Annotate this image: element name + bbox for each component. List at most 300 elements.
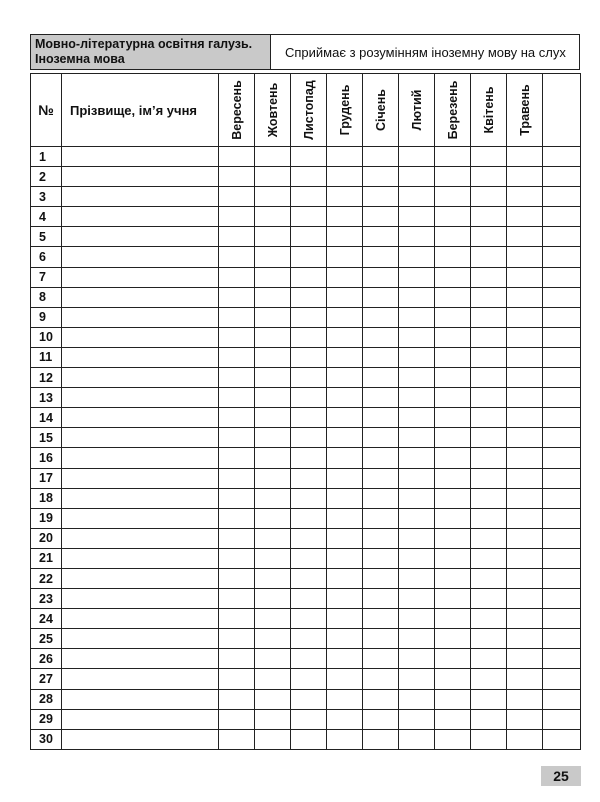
grade-cell[interactable] xyxy=(363,327,399,347)
grade-cell[interactable] xyxy=(507,488,543,508)
grade-cell[interactable] xyxy=(363,528,399,548)
grade-cell[interactable] xyxy=(219,448,255,468)
grade-cell[interactable] xyxy=(435,327,471,347)
grade-cell[interactable] xyxy=(327,548,363,568)
grade-cell[interactable] xyxy=(363,428,399,448)
student-name-cell[interactable] xyxy=(62,167,219,187)
grade-cell[interactable] xyxy=(399,729,435,749)
grade-cell[interactable] xyxy=(507,589,543,609)
grade-cell[interactable] xyxy=(219,729,255,749)
grade-cell[interactable] xyxy=(255,347,291,367)
grade-cell[interactable] xyxy=(291,488,327,508)
grade-cell[interactable] xyxy=(291,448,327,468)
student-name-cell[interactable] xyxy=(62,508,219,528)
grade-cell[interactable] xyxy=(327,609,363,629)
grade-cell[interactable] xyxy=(363,589,399,609)
grade-cell[interactable] xyxy=(507,528,543,548)
grade-cell[interactable] xyxy=(255,307,291,327)
grade-cell[interactable] xyxy=(363,568,399,588)
student-name-cell[interactable] xyxy=(62,609,219,629)
student-name-cell[interactable] xyxy=(62,347,219,367)
grade-cell[interactable] xyxy=(435,548,471,568)
grade-cell[interactable] xyxy=(435,307,471,327)
grade-cell[interactable] xyxy=(255,528,291,548)
grade-cell[interactable] xyxy=(327,408,363,428)
grade-cell[interactable] xyxy=(507,428,543,448)
grade-cell[interactable] xyxy=(507,307,543,327)
grade-cell[interactable] xyxy=(435,528,471,548)
grade-cell[interactable] xyxy=(363,609,399,629)
student-name-cell[interactable] xyxy=(62,187,219,207)
grade-cell[interactable] xyxy=(291,227,327,247)
grade-cell[interactable] xyxy=(399,287,435,307)
grade-cell[interactable] xyxy=(363,347,399,367)
grade-cell[interactable] xyxy=(327,287,363,307)
grade-cell[interactable] xyxy=(327,709,363,729)
grade-cell[interactable] xyxy=(255,689,291,709)
student-name-cell[interactable] xyxy=(62,428,219,448)
grade-cell[interactable] xyxy=(255,428,291,448)
grade-cell[interactable] xyxy=(399,187,435,207)
student-name-cell[interactable] xyxy=(62,589,219,609)
student-name-cell[interactable] xyxy=(62,468,219,488)
grade-cell[interactable] xyxy=(255,548,291,568)
grade-cell[interactable] xyxy=(255,207,291,227)
grade-cell[interactable] xyxy=(219,629,255,649)
grade-cell[interactable] xyxy=(507,147,543,167)
grade-cell[interactable] xyxy=(399,468,435,488)
grade-cell[interactable] xyxy=(435,609,471,629)
grade-cell[interactable] xyxy=(435,729,471,749)
grade-cell[interactable] xyxy=(543,227,581,247)
grade-cell[interactable] xyxy=(543,247,581,267)
grade-cell[interactable] xyxy=(291,327,327,347)
grade-cell[interactable] xyxy=(399,227,435,247)
grade-cell[interactable] xyxy=(543,669,581,689)
grade-cell[interactable] xyxy=(327,247,363,267)
grade-cell[interactable] xyxy=(291,589,327,609)
grade-cell[interactable] xyxy=(291,408,327,428)
grade-cell[interactable] xyxy=(435,629,471,649)
student-name-cell[interactable] xyxy=(62,327,219,347)
grade-cell[interactable] xyxy=(435,388,471,408)
grade-cell[interactable] xyxy=(471,408,507,428)
grade-cell[interactable] xyxy=(435,368,471,388)
student-name-cell[interactable] xyxy=(62,307,219,327)
student-name-cell[interactable] xyxy=(62,147,219,167)
grade-cell[interactable] xyxy=(219,307,255,327)
student-name-cell[interactable] xyxy=(62,568,219,588)
grade-cell[interactable] xyxy=(291,669,327,689)
student-name-cell[interactable] xyxy=(62,629,219,649)
grade-cell[interactable] xyxy=(219,689,255,709)
student-name-cell[interactable] xyxy=(62,227,219,247)
grade-cell[interactable] xyxy=(471,327,507,347)
grade-cell[interactable] xyxy=(255,147,291,167)
student-name-cell[interactable] xyxy=(62,247,219,267)
grade-cell[interactable] xyxy=(543,488,581,508)
grade-cell[interactable] xyxy=(363,468,399,488)
grade-cell[interactable] xyxy=(255,468,291,488)
grade-cell[interactable] xyxy=(399,267,435,287)
grade-cell[interactable] xyxy=(363,448,399,468)
grade-cell[interactable] xyxy=(471,488,507,508)
grade-cell[interactable] xyxy=(471,307,507,327)
grade-cell[interactable] xyxy=(219,568,255,588)
grade-cell[interactable] xyxy=(399,247,435,267)
grade-cell[interactable] xyxy=(291,388,327,408)
grade-cell[interactable] xyxy=(255,729,291,749)
grade-cell[interactable] xyxy=(543,167,581,187)
grade-cell[interactable] xyxy=(363,147,399,167)
grade-cell[interactable] xyxy=(435,709,471,729)
grade-cell[interactable] xyxy=(327,528,363,548)
student-name-cell[interactable] xyxy=(62,287,219,307)
grade-cell[interactable] xyxy=(471,368,507,388)
grade-cell[interactable] xyxy=(543,287,581,307)
grade-cell[interactable] xyxy=(327,669,363,689)
grade-cell[interactable] xyxy=(219,227,255,247)
grade-cell[interactable] xyxy=(219,649,255,669)
grade-cell[interactable] xyxy=(471,609,507,629)
grade-cell[interactable] xyxy=(435,247,471,267)
grade-cell[interactable] xyxy=(291,428,327,448)
grade-cell[interactable] xyxy=(507,388,543,408)
grade-cell[interactable] xyxy=(543,448,581,468)
grade-cell[interactable] xyxy=(219,468,255,488)
grade-cell[interactable] xyxy=(435,649,471,669)
grade-cell[interactable] xyxy=(399,207,435,227)
grade-cell[interactable] xyxy=(255,589,291,609)
grade-cell[interactable] xyxy=(543,589,581,609)
grade-cell[interactable] xyxy=(471,568,507,588)
grade-cell[interactable] xyxy=(327,327,363,347)
grade-cell[interactable] xyxy=(507,368,543,388)
grade-cell[interactable] xyxy=(507,167,543,187)
grade-cell[interactable] xyxy=(219,709,255,729)
grade-cell[interactable] xyxy=(471,247,507,267)
student-name-cell[interactable] xyxy=(62,448,219,468)
grade-cell[interactable] xyxy=(435,287,471,307)
grade-cell[interactable] xyxy=(435,568,471,588)
grade-cell[interactable] xyxy=(219,669,255,689)
grade-cell[interactable] xyxy=(399,609,435,629)
grade-cell[interactable] xyxy=(543,187,581,207)
grade-cell[interactable] xyxy=(363,167,399,187)
grade-cell[interactable] xyxy=(471,287,507,307)
grade-cell[interactable] xyxy=(399,629,435,649)
grade-cell[interactable] xyxy=(435,428,471,448)
grade-cell[interactable] xyxy=(255,247,291,267)
grade-cell[interactable] xyxy=(255,669,291,689)
grade-cell[interactable] xyxy=(255,629,291,649)
grade-cell[interactable] xyxy=(255,267,291,287)
grade-cell[interactable] xyxy=(255,508,291,528)
grade-cell[interactable] xyxy=(507,327,543,347)
grade-cell[interactable] xyxy=(255,448,291,468)
grade-cell[interactable] xyxy=(291,729,327,749)
grade-cell[interactable] xyxy=(435,669,471,689)
grade-cell[interactable] xyxy=(507,347,543,367)
grade-cell[interactable] xyxy=(435,508,471,528)
grade-cell[interactable] xyxy=(399,327,435,347)
grade-cell[interactable] xyxy=(507,629,543,649)
grade-cell[interactable] xyxy=(291,528,327,548)
grade-cell[interactable] xyxy=(291,187,327,207)
grade-cell[interactable] xyxy=(543,609,581,629)
grade-cell[interactable] xyxy=(327,428,363,448)
student-name-cell[interactable] xyxy=(62,548,219,568)
grade-cell[interactable] xyxy=(435,267,471,287)
grade-cell[interactable] xyxy=(363,227,399,247)
grade-cell[interactable] xyxy=(507,568,543,588)
grade-cell[interactable] xyxy=(471,147,507,167)
grade-cell[interactable] xyxy=(399,388,435,408)
grade-cell[interactable] xyxy=(219,408,255,428)
grade-cell[interactable] xyxy=(399,347,435,367)
grade-cell[interactable] xyxy=(435,207,471,227)
grade-cell[interactable] xyxy=(255,609,291,629)
grade-cell[interactable] xyxy=(399,307,435,327)
grade-cell[interactable] xyxy=(291,468,327,488)
grade-cell[interactable] xyxy=(327,649,363,669)
grade-cell[interactable] xyxy=(219,327,255,347)
grade-cell[interactable] xyxy=(291,709,327,729)
grade-cell[interactable] xyxy=(435,689,471,709)
grade-cell[interactable] xyxy=(507,609,543,629)
grade-cell[interactable] xyxy=(507,689,543,709)
grade-cell[interactable] xyxy=(435,488,471,508)
grade-cell[interactable] xyxy=(219,488,255,508)
grade-cell[interactable] xyxy=(327,187,363,207)
grade-cell[interactable] xyxy=(399,428,435,448)
grade-cell[interactable] xyxy=(471,448,507,468)
grade-cell[interactable] xyxy=(363,508,399,528)
grade-cell[interactable] xyxy=(435,448,471,468)
grade-cell[interactable] xyxy=(471,709,507,729)
grade-cell[interactable] xyxy=(363,649,399,669)
student-name-cell[interactable] xyxy=(62,689,219,709)
grade-cell[interactable] xyxy=(507,187,543,207)
grade-cell[interactable] xyxy=(435,187,471,207)
grade-cell[interactable] xyxy=(363,207,399,227)
grade-cell[interactable] xyxy=(471,589,507,609)
grade-cell[interactable] xyxy=(219,548,255,568)
grade-cell[interactable] xyxy=(507,468,543,488)
grade-cell[interactable] xyxy=(291,267,327,287)
grade-cell[interactable] xyxy=(363,247,399,267)
grade-cell[interactable] xyxy=(363,669,399,689)
grade-cell[interactable] xyxy=(507,508,543,528)
grade-cell[interactable] xyxy=(399,408,435,428)
grade-cell[interactable] xyxy=(327,388,363,408)
grade-cell[interactable] xyxy=(291,548,327,568)
grade-cell[interactable] xyxy=(399,669,435,689)
grade-cell[interactable] xyxy=(471,548,507,568)
grade-cell[interactable] xyxy=(291,609,327,629)
grade-cell[interactable] xyxy=(399,649,435,669)
grade-cell[interactable] xyxy=(399,568,435,588)
grade-cell[interactable] xyxy=(327,629,363,649)
grade-cell[interactable] xyxy=(399,368,435,388)
grade-cell[interactable] xyxy=(363,307,399,327)
grade-cell[interactable] xyxy=(327,147,363,167)
grade-cell[interactable] xyxy=(543,388,581,408)
grade-cell[interactable] xyxy=(471,669,507,689)
grade-cell[interactable] xyxy=(471,508,507,528)
grade-cell[interactable] xyxy=(543,327,581,347)
grade-cell[interactable] xyxy=(219,368,255,388)
grade-cell[interactable] xyxy=(219,267,255,287)
student-name-cell[interactable] xyxy=(62,388,219,408)
grade-cell[interactable] xyxy=(507,227,543,247)
grade-cell[interactable] xyxy=(363,729,399,749)
grade-cell[interactable] xyxy=(507,649,543,669)
grade-cell[interactable] xyxy=(291,508,327,528)
grade-cell[interactable] xyxy=(291,287,327,307)
grade-cell[interactable] xyxy=(471,729,507,749)
grade-cell[interactable] xyxy=(219,207,255,227)
grade-cell[interactable] xyxy=(543,508,581,528)
grade-cell[interactable] xyxy=(219,388,255,408)
grade-cell[interactable] xyxy=(543,649,581,669)
grade-cell[interactable] xyxy=(219,347,255,367)
student-name-cell[interactable] xyxy=(62,267,219,287)
grade-cell[interactable] xyxy=(543,548,581,568)
grade-cell[interactable] xyxy=(219,528,255,548)
grade-cell[interactable] xyxy=(255,368,291,388)
grade-cell[interactable] xyxy=(471,629,507,649)
student-name-cell[interactable] xyxy=(62,528,219,548)
student-name-cell[interactable] xyxy=(62,709,219,729)
grade-cell[interactable] xyxy=(363,488,399,508)
grade-cell[interactable] xyxy=(435,347,471,367)
grade-cell[interactable] xyxy=(291,368,327,388)
grade-cell[interactable] xyxy=(435,408,471,428)
grade-cell[interactable] xyxy=(291,629,327,649)
grade-cell[interactable] xyxy=(399,167,435,187)
grade-cell[interactable] xyxy=(543,267,581,287)
grade-cell[interactable] xyxy=(543,207,581,227)
grade-cell[interactable] xyxy=(399,508,435,528)
grade-cell[interactable] xyxy=(471,267,507,287)
grade-cell[interactable] xyxy=(435,147,471,167)
student-name-cell[interactable] xyxy=(62,669,219,689)
grade-cell[interactable] xyxy=(471,167,507,187)
grade-cell[interactable] xyxy=(435,167,471,187)
grade-cell[interactable] xyxy=(219,609,255,629)
grade-cell[interactable] xyxy=(363,689,399,709)
grade-cell[interactable] xyxy=(327,568,363,588)
grade-cell[interactable] xyxy=(219,508,255,528)
grade-cell[interactable] xyxy=(471,227,507,247)
grade-cell[interactable] xyxy=(471,689,507,709)
grade-cell[interactable] xyxy=(399,147,435,167)
grade-cell[interactable] xyxy=(291,247,327,267)
grade-cell[interactable] xyxy=(399,689,435,709)
grade-cell[interactable] xyxy=(471,468,507,488)
grade-cell[interactable] xyxy=(363,267,399,287)
grade-cell[interactable] xyxy=(471,649,507,669)
grade-cell[interactable] xyxy=(219,589,255,609)
grade-cell[interactable] xyxy=(327,589,363,609)
grade-cell[interactable] xyxy=(507,267,543,287)
grade-cell[interactable] xyxy=(507,247,543,267)
grade-cell[interactable] xyxy=(399,589,435,609)
grade-cell[interactable] xyxy=(255,167,291,187)
grade-cell[interactable] xyxy=(255,488,291,508)
student-name-cell[interactable] xyxy=(62,488,219,508)
grade-cell[interactable] xyxy=(435,468,471,488)
grade-cell[interactable] xyxy=(327,689,363,709)
grade-cell[interactable] xyxy=(255,568,291,588)
grade-cell[interactable] xyxy=(507,669,543,689)
grade-cell[interactable] xyxy=(327,267,363,287)
grade-cell[interactable] xyxy=(471,388,507,408)
grade-cell[interactable] xyxy=(327,508,363,528)
grade-cell[interactable] xyxy=(255,287,291,307)
grade-cell[interactable] xyxy=(507,729,543,749)
student-name-cell[interactable] xyxy=(62,729,219,749)
grade-cell[interactable] xyxy=(255,408,291,428)
grade-cell[interactable] xyxy=(291,147,327,167)
grade-cell[interactable] xyxy=(471,428,507,448)
grade-cell[interactable] xyxy=(219,428,255,448)
grade-cell[interactable] xyxy=(363,368,399,388)
grade-cell[interactable] xyxy=(327,468,363,488)
grade-cell[interactable] xyxy=(363,709,399,729)
grade-cell[interactable] xyxy=(327,729,363,749)
grade-cell[interactable] xyxy=(507,207,543,227)
grade-cell[interactable] xyxy=(399,709,435,729)
grade-cell[interactable] xyxy=(399,488,435,508)
grade-cell[interactable] xyxy=(219,167,255,187)
grade-cell[interactable] xyxy=(363,388,399,408)
student-name-cell[interactable] xyxy=(62,649,219,669)
grade-cell[interactable] xyxy=(543,468,581,488)
grade-cell[interactable] xyxy=(291,568,327,588)
grade-cell[interactable] xyxy=(291,689,327,709)
grade-cell[interactable] xyxy=(435,227,471,247)
grade-cell[interactable] xyxy=(291,307,327,327)
grade-cell[interactable] xyxy=(543,347,581,367)
grade-cell[interactable] xyxy=(543,428,581,448)
student-name-cell[interactable] xyxy=(62,207,219,227)
grade-cell[interactable] xyxy=(507,709,543,729)
grade-cell[interactable] xyxy=(471,207,507,227)
grade-cell[interactable] xyxy=(327,307,363,327)
grade-cell[interactable] xyxy=(327,167,363,187)
grade-cell[interactable] xyxy=(291,649,327,669)
grade-cell[interactable] xyxy=(399,448,435,468)
grade-cell[interactable] xyxy=(543,568,581,588)
grade-cell[interactable] xyxy=(255,227,291,247)
grade-cell[interactable] xyxy=(219,287,255,307)
grade-cell[interactable] xyxy=(363,548,399,568)
grade-cell[interactable] xyxy=(327,368,363,388)
grade-cell[interactable] xyxy=(363,408,399,428)
grade-cell[interactable] xyxy=(471,528,507,548)
grade-cell[interactable] xyxy=(471,347,507,367)
student-name-cell[interactable] xyxy=(62,368,219,388)
grade-cell[interactable] xyxy=(219,147,255,167)
grade-cell[interactable] xyxy=(363,287,399,307)
grade-cell[interactable] xyxy=(507,287,543,307)
grade-cell[interactable] xyxy=(543,147,581,167)
grade-cell[interactable] xyxy=(327,488,363,508)
grade-cell[interactable] xyxy=(255,327,291,347)
grade-cell[interactable] xyxy=(543,528,581,548)
